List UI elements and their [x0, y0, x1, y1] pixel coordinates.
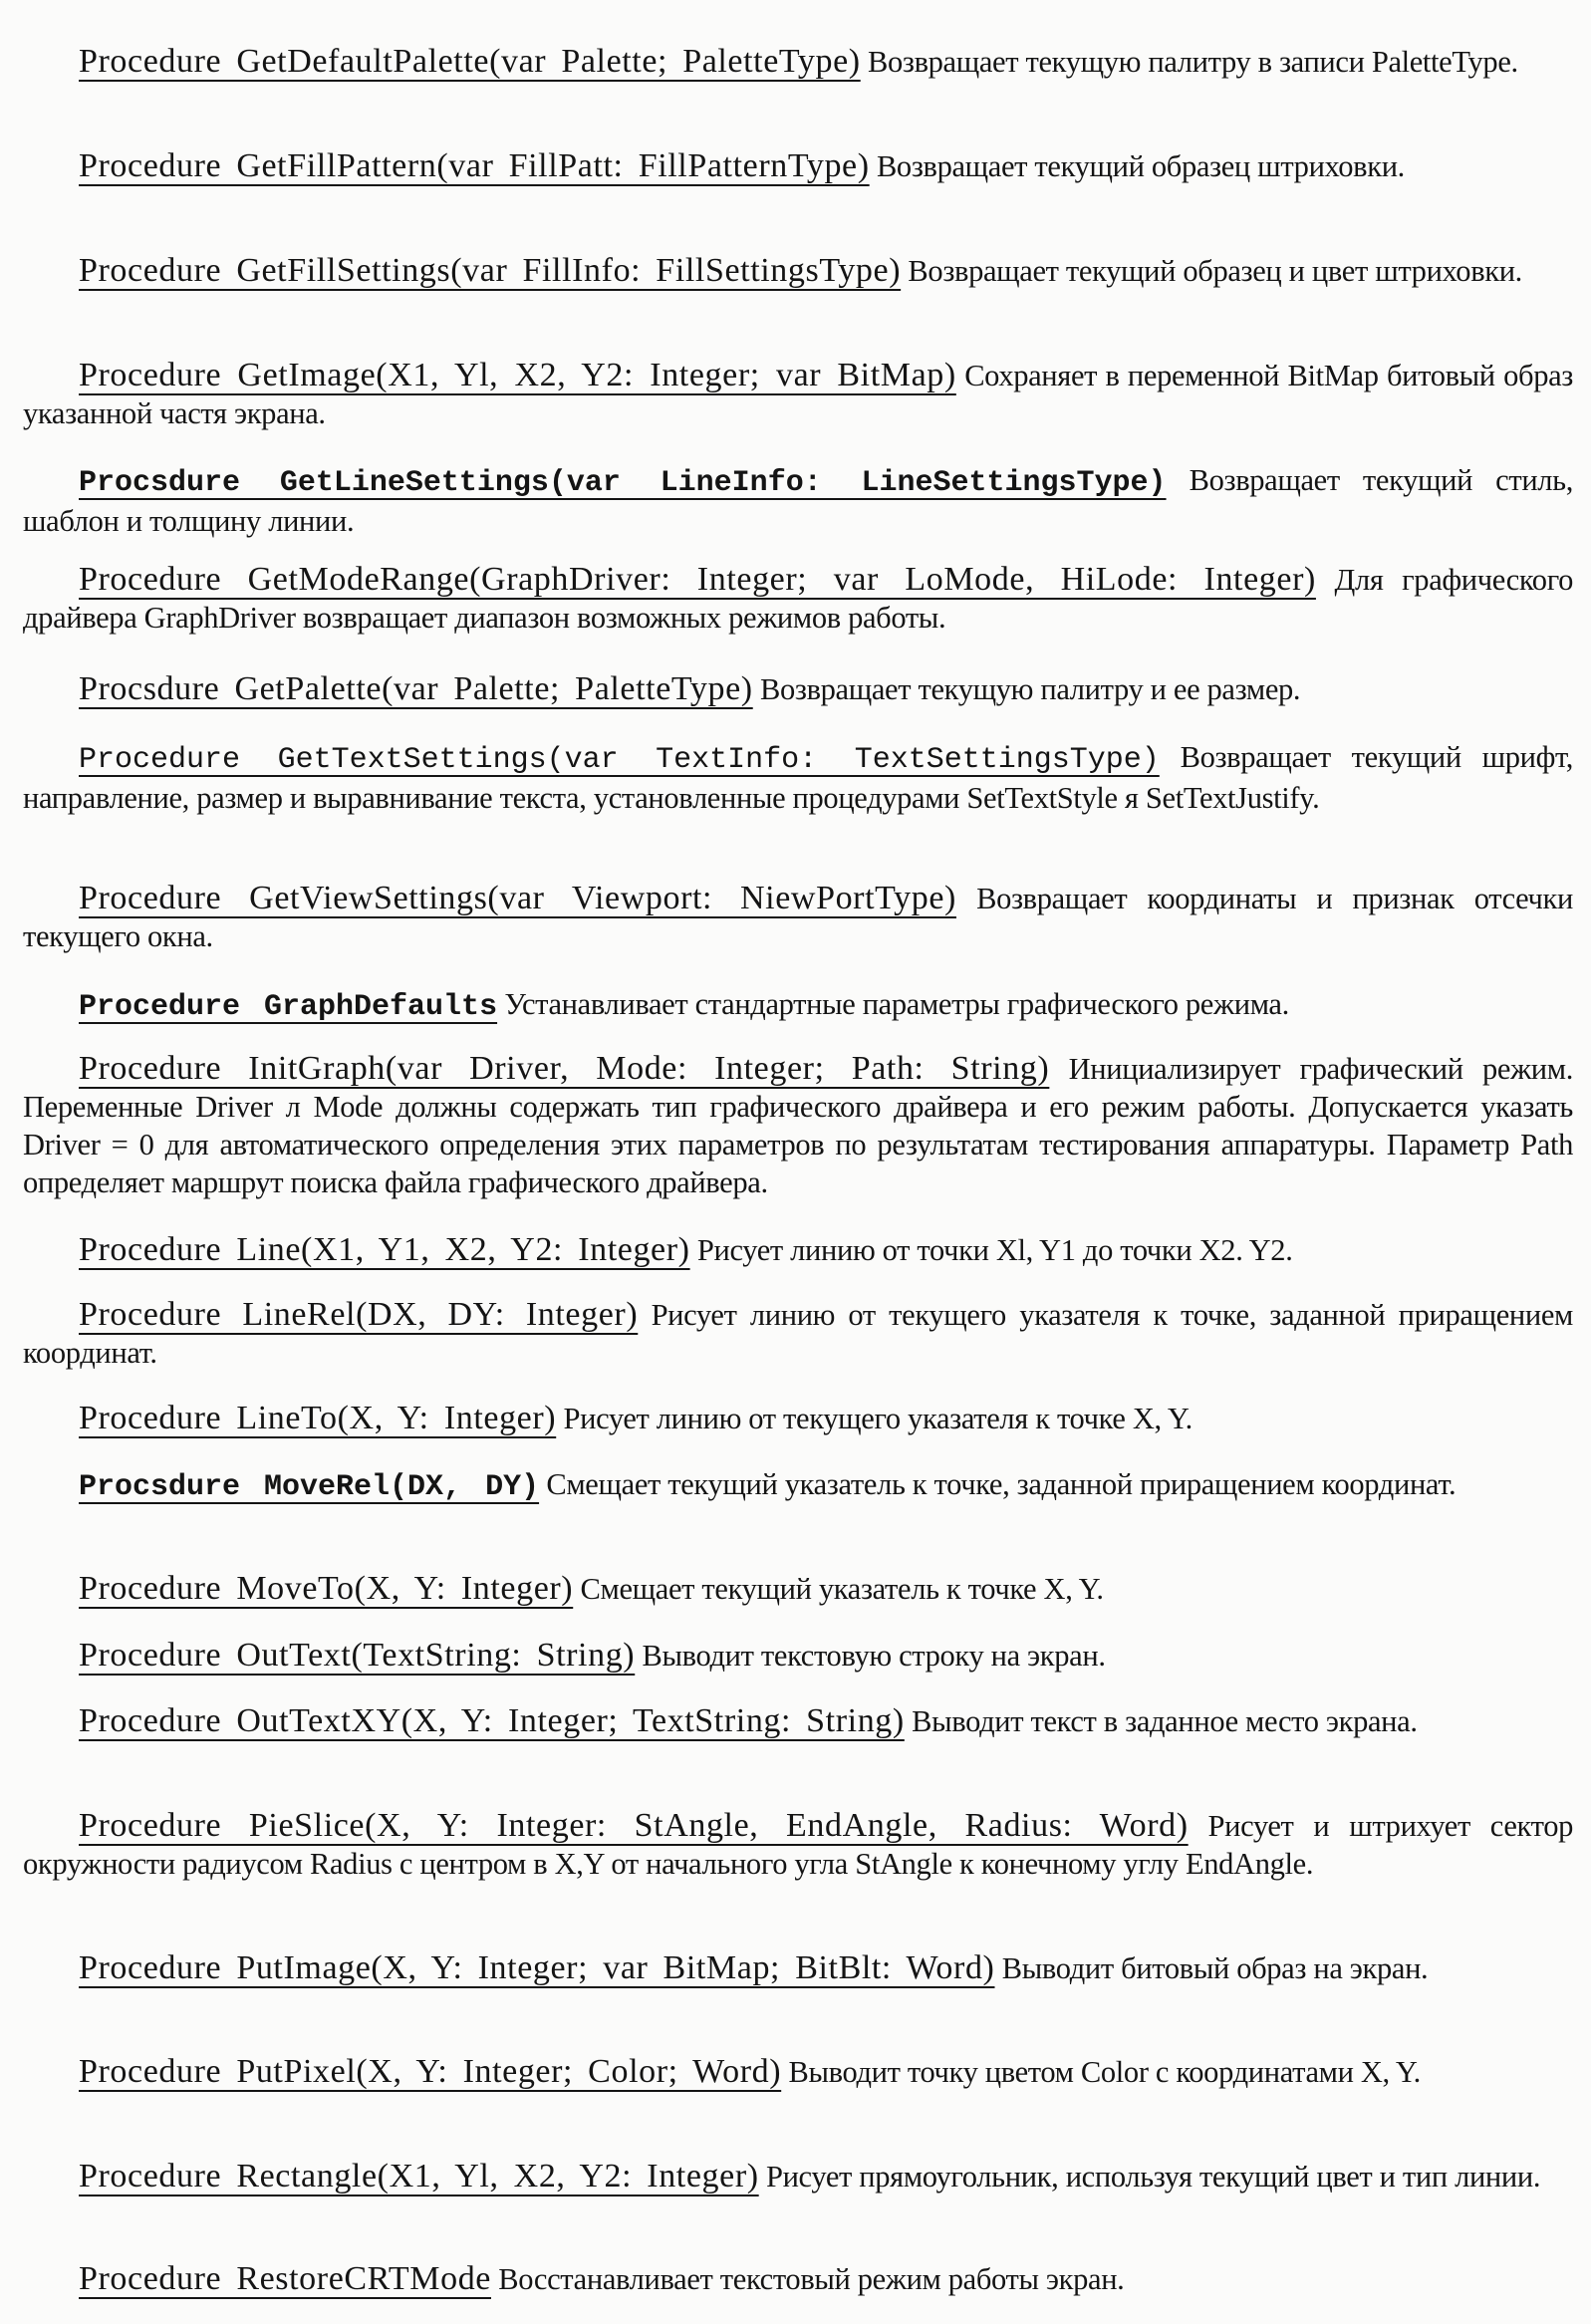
procedure-signature: Procedure GetDefaultPalette(var Palette; PaletteType): [79, 42, 861, 80]
procedure-signature: Procedure GraphDefaults: [79, 989, 498, 1024]
procedure-signature: Procedure GetImage(X1, Yl, X2, Y2: Integer; var BitMap): [79, 356, 956, 393]
procedure-entry: [23, 1807, 1573, 1883]
procedure-description: Рисует прямоугольник, используя текущий цвет и тип линии.: [765, 2159, 1541, 2194]
procedure-description: Возвращает текущую палитру и ее размер.: [760, 671, 1301, 706]
procedure-signature: Procsdure GetLineSettings(var LineInfo: LineSettingsType): [79, 465, 1167, 500]
procedure-entry: [23, 1702, 1573, 1740]
procedure-signature: Procedure GetViewSettings(var Viewport: NiewPortType): [79, 879, 956, 916]
procedure-signature: Procedure OutText(TextString: String): [79, 1636, 636, 1674]
procedure-signature: Procedure LineTo(X, Y: Integer): [79, 1399, 557, 1436]
procedure-signature: Procedure Line(X1, Y1, X2, Y2: Integer): [79, 1230, 690, 1268]
procedure-description: Выводит текстовую строку на экран.: [642, 1638, 1106, 1673]
procedure-entry: [23, 2260, 1573, 2298]
procedure-entry: [23, 2158, 1573, 2195]
procedure-signature: Procedure PutImage(X, Y: Integer; var BitMap; BitBlt: Word): [79, 1948, 995, 1986]
procedure-description: Для графического драйвера GraphDriver возвращает диапазон возможных режимов работы.: [23, 562, 1574, 635]
procedure-entry: [23, 1949, 1573, 1987]
procedure-description: Возвращает текущий образец и цвет штриховки.: [908, 253, 1522, 288]
procedure-entry: [23, 43, 1573, 81]
procedure-description: Сохраняет в переменной BitMap битовый образ указанной частя экрана.: [23, 358, 1573, 430]
procedure-entry: [23, 880, 1573, 955]
procedure-description: Рисует и штрихует сектор окружности радиусом Radius с центром в X,Y от начального угла StAngle к конечному углу EndAngle.: [23, 1808, 1573, 1881]
procedure-entry: [23, 670, 1573, 708]
procedure-description: Смещает текущий указатель к точке, заданной приращением координат.: [546, 1466, 1457, 1501]
procedure-description: Выводит текст в заданное место экрана.: [912, 1703, 1418, 1738]
procedure-signature: Procsdure MoveRel(DX, DY): [79, 1469, 540, 1504]
procedure-description: Восстанавливает текстовый режим работы экран.: [498, 2261, 1125, 2296]
procedure-signature: Procedure GetFillPattern(var FillPatt: FillPatternType): [79, 146, 870, 184]
procedure-entry: [23, 147, 1573, 185]
procedure-signature: Procedure OutTextXY(X, Y: Integer; TextString: String): [79, 1701, 905, 1739]
procedure-signature: Procedure GetFillSettings(var FillInfo: FillSettingsType): [79, 251, 902, 289]
procedure-entry: [23, 1570, 1573, 1608]
procedure-description: Рисует линию от точки Xl, Y1 до точки X2. Y2.: [696, 1232, 1293, 1267]
procedure-signature: Procedure PieSlice(X, Y: Integer: StAngle, EndAngle, Radius: Word): [79, 1806, 1189, 1844]
procedure-signature: Procedure GetModeRange(GraphDriver: Integer; var LoMode, HiLode: Integer): [79, 560, 1316, 598]
procedure-description: Возвращает координаты и признак отсечки текущего окна.: [23, 881, 1573, 953]
procedure-signature: Procedure GetTextSettings(var TextInfo: TextSettingsType): [79, 742, 1160, 777]
procedure-description: Выводит битовый образ на экран.: [1001, 1950, 1429, 1985]
procedure-entry: [23, 1231, 1573, 1269]
procedure-signature: Procsdure GetPalette(var Palette; PaletteType): [79, 669, 753, 707]
procedure-entry: [23, 1050, 1573, 1201]
procedure-entry: [23, 357, 1573, 432]
procedure-description: Рисует линию от текущего указателя к точке X, Y.: [563, 1401, 1193, 1435]
procedure-description: Смещает текущий указатель к точке X, Y.: [580, 1571, 1104, 1606]
procedure-description: Инициализирует графический режим. Переменные Driver л Mode должны содержать тип графического драйвера и его режим работы. Допускается указать Driver = 0 для автоматического определения этих параметров по результатам тестирования аппаратуры. Параметр Path определяет маршрут поиска файла графического драйвера.: [23, 1051, 1573, 1199]
procedure-entry: [23, 252, 1573, 290]
procedure-entry: [23, 2053, 1573, 2091]
procedure-signature: Procedure Rectangle(X1, Yl, X2, Y2: Integer): [79, 2157, 759, 2195]
procedure-entry: [23, 1465, 1573, 1506]
procedure-signature: Procedure PutPixel(X, Y: Integer; Color; Word): [79, 2052, 782, 2090]
procedure-description: Возвращает текущий образец штриховки.: [876, 148, 1405, 183]
procedure-signature: Procedure InitGraph(var Driver, Mode: Integer; Path: String): [79, 1049, 1050, 1087]
procedure-description: Рисует линию от текущего указателя к точке, заданной приращением координат.: [23, 1297, 1573, 1370]
procedure-description: Возвращает текущую палитру в записи PaletteType.: [868, 44, 1518, 79]
procedure-entry: [23, 1296, 1573, 1372]
procedure-entry: [23, 1400, 1573, 1437]
procedure-entry: [23, 1637, 1573, 1675]
procedure-description: Устанавливает стандартные параметры графического режима.: [504, 986, 1289, 1021]
procedure-entry: [23, 561, 1573, 637]
procedure-description: Выводит точку цветом Color с координатами X, Y.: [788, 2054, 1421, 2089]
procedure-entry: [23, 461, 1573, 540]
procedure-signature: Procedure RestoreCRTMode: [79, 2259, 491, 2297]
procedure-entry: [23, 985, 1573, 1026]
procedure-description: Возвращает текущий шрифт, направление, размер и выравнивание текста, установленные процедурами SetTextStyle я SetTextJustify.: [23, 739, 1573, 815]
procedure-signature: Procedure MoveTo(X, Y: Integer): [79, 1569, 574, 1607]
procedure-signature: Procedure LineRel(DX, DY: Integer): [79, 1295, 639, 1333]
procedure-description: Возвращает текущий стиль, шаблон и толщину линии.: [23, 462, 1574, 538]
procedure-entry: [23, 738, 1573, 817]
